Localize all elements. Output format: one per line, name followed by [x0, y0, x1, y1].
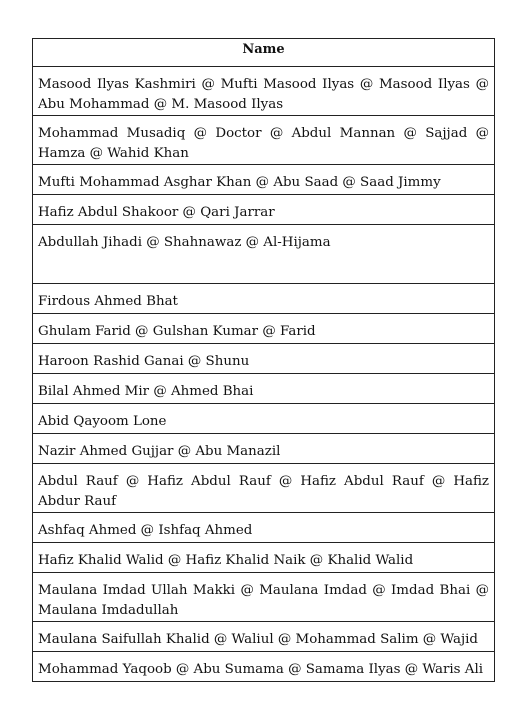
name-cell: Abdul Rauf @ Hafiz Abdul Rauf @ Hafiz Abdul Rauf @ Hafiz Abdur Rauf [33, 464, 495, 513]
table-row [33, 543, 495, 573]
table-row [33, 314, 495, 344]
name-cell: Ghulam Farid @ Gulshan Kumar @ Farid [33, 314, 495, 344]
table-row [33, 225, 495, 284]
name-cell: Masood Ilyas Kashmiri @ Mufti Masood Ilyas @ Masood Ilyas @ Abu Mohammad @ M. Masood Ilyas [33, 67, 495, 116]
table-row [33, 513, 495, 543]
name-cell: Nazir Ahmed Gujjar @ Abu Manazil [33, 434, 495, 464]
name-cell: Haroon Rashid Ganai @ Shunu [33, 344, 495, 374]
table-row [33, 67, 495, 116]
name-cell: Abdullah Jihadi @ Shahnawaz @ Al-Hijama [33, 225, 495, 284]
table-row [33, 344, 495, 374]
name-cell: Ashfaq Ahmed @ Ishfaq Ahmed [33, 513, 495, 543]
table-row [33, 652, 495, 682]
table-row [33, 374, 495, 404]
table-row [33, 434, 495, 464]
name-cell: Mufti Mohammad Asghar Khan @ Abu Saad @ Saad Jimmy [33, 165, 495, 195]
name-cell: Maulana Saifullah Khalid @ Waliul @ Mohammad Salim @ Wajid [33, 622, 495, 652]
name-cell: Mohammad Musadiq @ Doctor @ Abdul Mannan @ Sajjad @ Hamza @ Wahid Khan [33, 116, 495, 165]
name-cell: Bilal Ahmed Mir @ Ahmed Bhai [33, 374, 495, 404]
names-table [32, 38, 495, 682]
header-row [33, 39, 495, 67]
table-row [33, 404, 495, 434]
name-cell: Abid Qayoom Lone [33, 404, 495, 434]
table-row [33, 195, 495, 225]
name-cell: Firdous Ahmed Bhat [33, 284, 495, 314]
table-row [33, 573, 495, 622]
table-row [33, 165, 495, 195]
table-row [33, 464, 495, 513]
name-cell: Hafiz Abdul Shakoor @ Qari Jarrar [33, 195, 495, 225]
table-row [33, 284, 495, 314]
name-column-header: Name [33, 39, 495, 67]
name-cell: Mohammad Yaqoob @ Abu Sumama @ Samama Ilyas @ Waris Ali [33, 652, 495, 682]
table-row [33, 622, 495, 652]
table-row [33, 116, 495, 165]
name-cell: Hafiz Khalid Walid @ Hafiz Khalid Naik @ Khalid Walid [33, 543, 495, 573]
name-cell: Maulana Imdad Ullah Makki @ Maulana Imdad @ Imdad Bhai @ Maulana Imdadullah [33, 573, 495, 622]
